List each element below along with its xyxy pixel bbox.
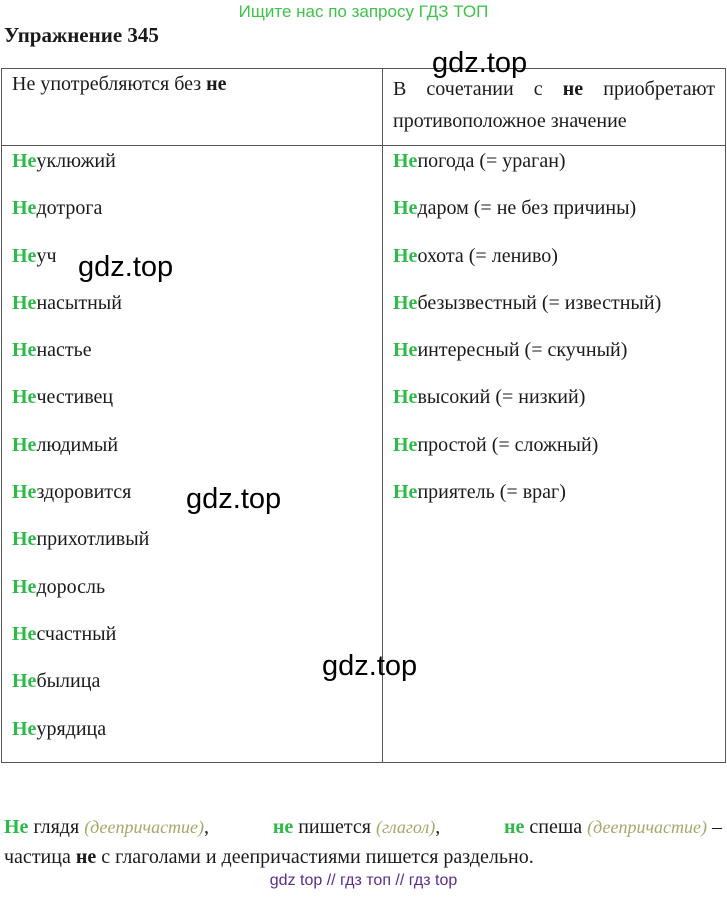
col1-header: [2, 69, 383, 146]
col2-header-pre: В сочетании с: [393, 78, 563, 100]
col2-header-post: приобретают: [583, 78, 715, 100]
list-item: [2, 525, 382, 572]
word-rest: дотрога: [36, 197, 103, 220]
word-rest: простой (= сложный): [417, 433, 599, 456]
text: спеша: [524, 816, 588, 838]
list-item: [2, 289, 382, 336]
word-rest: счастный: [36, 622, 117, 645]
ne-prefix: Не: [393, 433, 418, 456]
explanation-line-2: [4, 842, 722, 872]
list-item: [383, 289, 725, 336]
word-rest: людимый: [36, 433, 119, 456]
footer-nav-links[interactable]: gdz top // гдз топ // гдз top: [269, 872, 458, 889]
watermark: gdz.top: [322, 650, 418, 682]
word-rest: честивец: [36, 386, 114, 409]
list-item: [383, 431, 725, 478]
explanation-text: [4, 812, 722, 872]
word-rest: погода (= ураган): [417, 150, 566, 172]
list-item: [2, 242, 382, 289]
ne-prefix: Не: [393, 150, 418, 172]
exercise-title: Упражнение 345: [4, 23, 159, 47]
list-item: [383, 383, 725, 430]
word-rest: доросль: [36, 575, 106, 598]
text: глядя: [28, 816, 85, 838]
ne-prefix: Не: [393, 291, 418, 314]
explanation-line-1: [4, 812, 722, 842]
col2-cell: [383, 146, 726, 763]
text: пишется: [293, 816, 376, 838]
word-rest: приятель (= враг): [417, 481, 566, 504]
list-item: [2, 146, 382, 194]
col2-header-bold: не: [562, 78, 584, 100]
bold-word: не: [75, 846, 97, 868]
phrase-3: [504, 812, 722, 842]
watermark: gdz.top: [186, 483, 282, 515]
col1-header-bold: не: [206, 73, 227, 95]
ne-word: не: [504, 816, 525, 838]
ne-prefix: Не: [12, 481, 37, 504]
list-item: [383, 146, 725, 194]
list-item: [2, 715, 382, 762]
text: –: [707, 816, 722, 838]
list-item: [2, 194, 382, 241]
phrase-1: [4, 812, 209, 842]
word-rest: охота (= лениво): [417, 244, 558, 267]
table-header-row: [2, 69, 726, 146]
word-rest: даром (= не без причины): [417, 197, 637, 220]
ne-prefix: Не: [12, 339, 37, 362]
list-item: [2, 383, 382, 430]
word-rest: насытный: [36, 291, 122, 314]
ne-prefix: Не: [393, 386, 418, 409]
watermark: gdz.top: [432, 47, 528, 79]
ne-prefix: Не: [393, 244, 418, 267]
col2-header: [383, 69, 726, 146]
ne-prefix: Не: [12, 670, 37, 693]
list-item: [383, 336, 725, 383]
col2-header-line2: противоположное значение: [393, 110, 627, 132]
list-item: [383, 478, 725, 525]
list-item: [383, 194, 725, 241]
ne-prefix: Не: [12, 717, 37, 740]
grammar-note: (деепричастие): [84, 817, 205, 837]
word-rest: высокий (= низкий): [417, 386, 586, 409]
list-item: [2, 336, 382, 383]
col2-list: [383, 146, 725, 525]
word-rest: уклюжий: [36, 150, 116, 172]
ne-prefix: Не: [393, 481, 418, 504]
ne-word: не: [272, 816, 294, 838]
word-rest: прихотливый: [36, 528, 150, 551]
text: частица: [4, 846, 76, 868]
list-item: [2, 573, 382, 620]
grammar-note: (глагол): [375, 817, 436, 837]
ne-prefix: Не: [12, 528, 37, 551]
search-banner[interactable]: Ищите нас по запросу ГДЗ ТОП: [238, 2, 489, 21]
word-rest: интересный (= скучный): [417, 339, 628, 362]
list-item: [2, 431, 382, 478]
grammar-note: (деепричастие): [587, 817, 707, 837]
ne-prefix: Не: [12, 197, 37, 220]
text: с глаголами и деепричастиями пишется раздельно.: [96, 846, 534, 868]
ne-prefix: Не: [12, 291, 37, 314]
ne-word: Не: [4, 816, 29, 838]
ne-prefix: Не: [12, 386, 37, 409]
phrase-2: [273, 812, 440, 842]
ne-prefix: Не: [12, 433, 37, 456]
list-item: [383, 242, 725, 289]
ne-prefix: Не: [12, 622, 37, 645]
ne-prefix: Не: [12, 575, 37, 598]
watermark: gdz.top: [78, 251, 174, 283]
col1-header-text: Не употребляются без: [12, 73, 207, 95]
word-rest: былица: [36, 670, 101, 693]
word-rest: безызвестный (= известный): [417, 291, 662, 314]
ne-prefix: Не: [12, 150, 37, 172]
ne-prefix: Не: [393, 197, 418, 220]
word-rest: настье: [36, 339, 92, 362]
ne-prefix: Не: [393, 339, 418, 362]
ne-prefix: Не: [12, 244, 37, 267]
word-rest: здоровится: [36, 481, 132, 504]
word-rest: урядица: [36, 717, 107, 740]
word-rest: уч: [36, 244, 57, 267]
text: ,: [435, 816, 441, 838]
text: ,: [204, 816, 210, 838]
